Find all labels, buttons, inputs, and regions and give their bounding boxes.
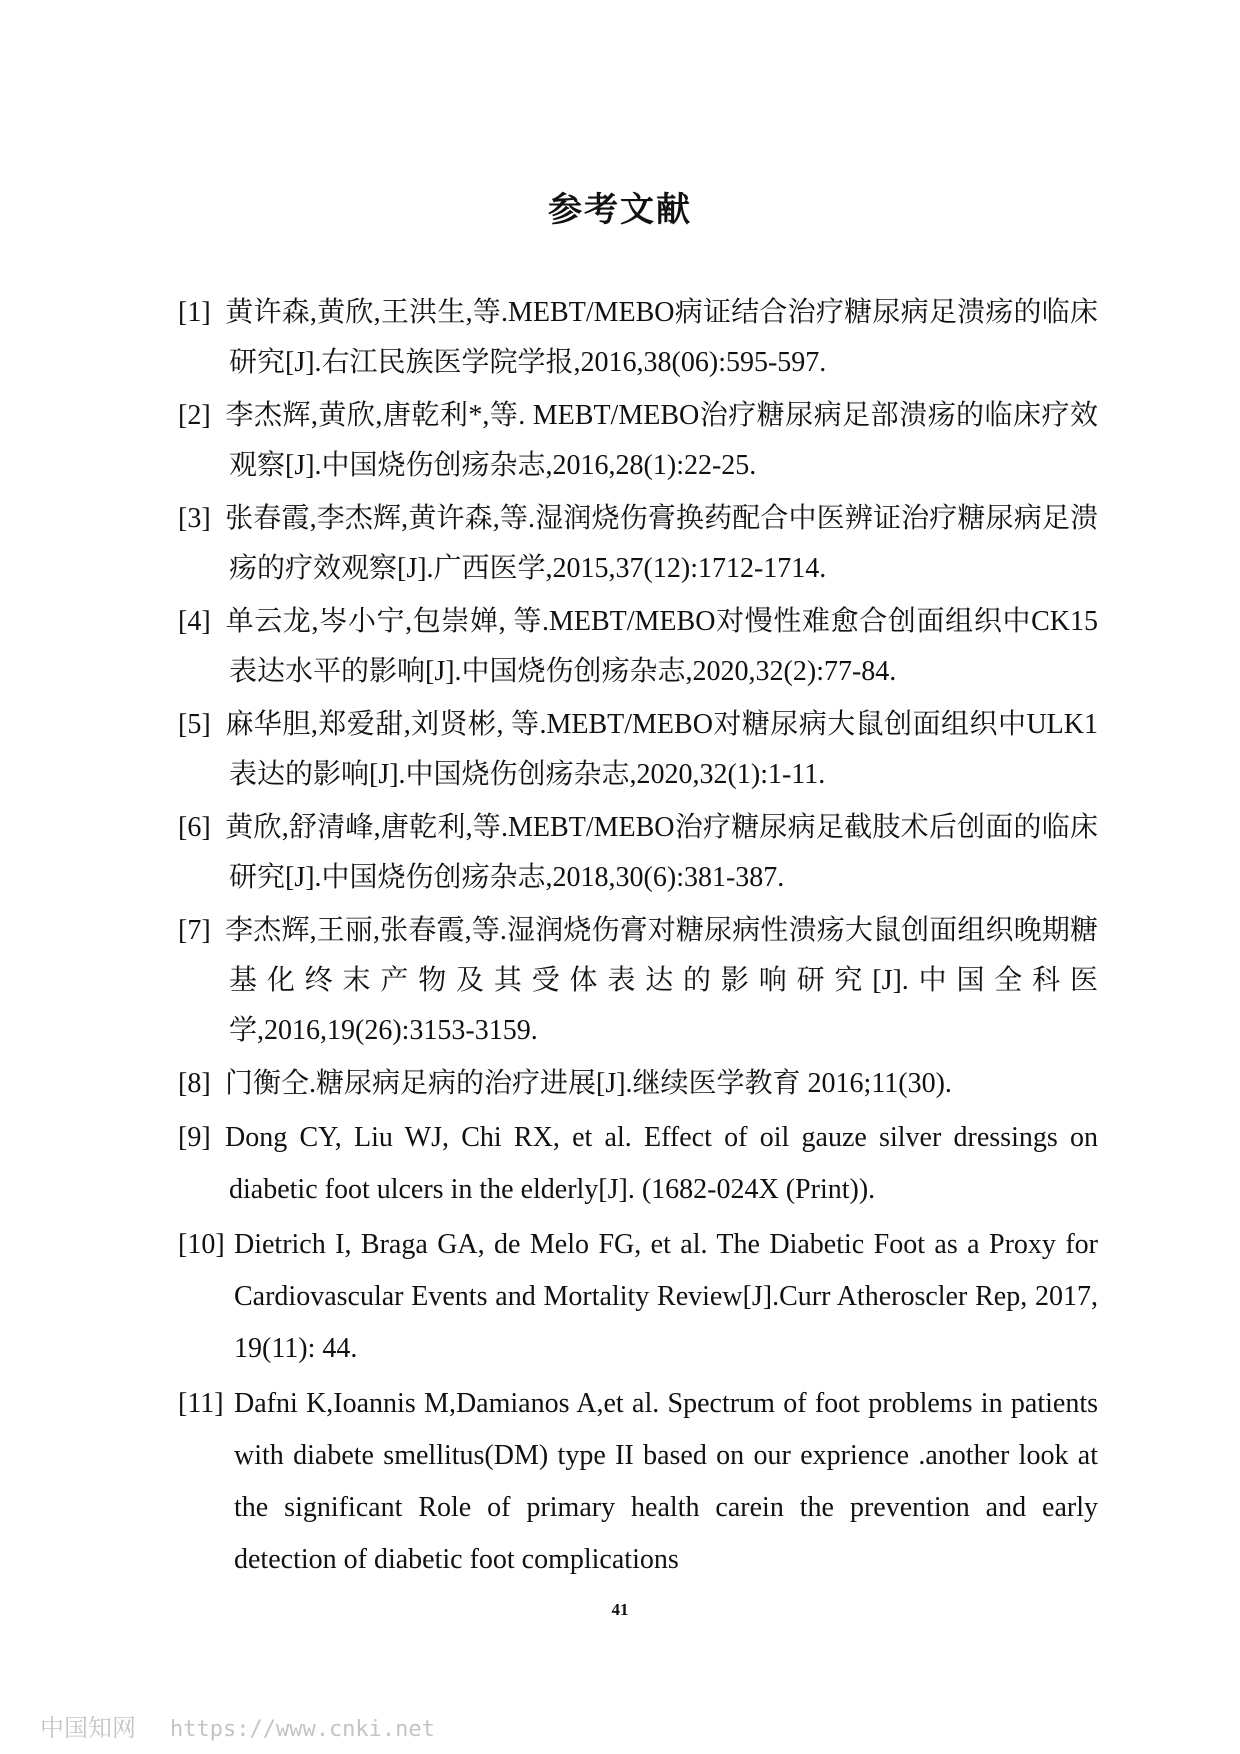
- reference-item: [178, 700, 1098, 800]
- reference-number: [1]: [178, 297, 211, 328]
- reference-number: [4]: [178, 606, 211, 637]
- reference-item: [178, 803, 1098, 903]
- reference-number: [8]: [178, 1068, 211, 1099]
- reference-text: 李杰辉,黄欣,唐乾利*,等. MEBT/MEBO治疗糖尿病足部溃疡的临床疗效观察[J].中国烧伤创疡杂志,2016,28(1):22-25.: [225, 400, 1098, 481]
- page-number: 41: [611, 1600, 629, 1619]
- reference-item: [178, 1059, 1098, 1109]
- reference-text: 单云龙,岑小宁,包崇婵, 等.MEBT/MEBO对慢性难愈合创面组织中CK15表达水平的影响[J].中国烧伤创疡杂志,2020,32(2):77-84.: [225, 606, 1098, 687]
- reference-item: [178, 1112, 1098, 1216]
- reference-number: [2]: [178, 400, 211, 431]
- reference-text: Dietrich I, Braga GA, de Melo FG, et al. The Diabetic Foot as a Proxy for Cardiovascular Events and Mortality Review[J].Curr Atheroscler Rep, 2017, 19(11): 44.: [234, 1229, 1098, 1364]
- page-title: 参考文献: [548, 190, 692, 230]
- reference-text: Dong CY, Liu WJ, Chi RX, et al. Effect of oil gauze silver dressings on diabetic foot ulcers in the elderly[J]. (1682-024X (Print)).: [225, 1122, 1098, 1205]
- reference-text: 麻华胆,郑爱甜,刘贤彬, 等.MEBT/MEBO对糖尿病大鼠创面组织中ULK1表达的影响[J].中国烧伤创疡杂志,2020,32(1):1-11.: [225, 709, 1098, 790]
- reference-number: [10]: [178, 1229, 225, 1260]
- reference-number: [3]: [178, 503, 211, 534]
- reference-item: [178, 1378, 1098, 1586]
- reference-text: 张春霞,李杰辉,黄许森,等.湿润烧伤膏换药配合中医辨证治疗糖尿病足溃疡的疗效观察[J].广西医学,2015,37(12):1712-1714.: [225, 503, 1098, 584]
- reference-text: 门衡仝.糖尿病足病的治疗进展[J].继续医学教育 2016;11(30).: [225, 1068, 952, 1099]
- reference-number: [9]: [178, 1122, 211, 1153]
- reference-list: [178, 288, 1098, 1589]
- reference-item: [178, 494, 1098, 594]
- reference-number: [5]: [178, 709, 211, 740]
- reference-item: [178, 906, 1098, 1056]
- reference-item: [178, 391, 1098, 491]
- watermark-brand: 中国知网: [40, 1714, 136, 1742]
- cnki-watermark: [40, 1708, 435, 1743]
- reference-text: 黄欣,舒清峰,唐乾利,等.MEBT/MEBO治疗糖尿病足截肢术后创面的临床研究[J].中国烧伤创疡杂志,2018,30(6):381-387.: [225, 812, 1098, 893]
- reference-text: Dafni K,Ioannis M,Damianos A,et al. Spectrum of foot problems in patients with diabete smellitus(DM) type II based on our exprience .another look at the significant Role of primary health carein the prevention and early detection of diabetic foot complications: [234, 1388, 1098, 1575]
- reference-number: [7]: [178, 915, 211, 946]
- reference-text: 李杰辉,王丽,张春霞,等.湿润烧伤膏对糖尿病性溃疡大鼠创面组织晚期糖基化终末产物及其受体表达的影响研究[J].中国全科医学,2016,19(26):3153-3159.: [225, 915, 1098, 1046]
- reference-number: [6]: [178, 812, 211, 843]
- reference-number: [11]: [178, 1388, 224, 1419]
- watermark-url: https://www.cnki.net: [170, 1717, 435, 1742]
- reference-item: [178, 597, 1098, 697]
- reference-item: [178, 1219, 1098, 1375]
- reference-text: 黄许森,黄欣,王洪生,等.MEBT/MEBO病证结合治疗糖尿病足溃疡的临床研究[J].右江民族医学院学报,2016,38(06):595-597.: [225, 297, 1098, 378]
- reference-item: [178, 288, 1098, 388]
